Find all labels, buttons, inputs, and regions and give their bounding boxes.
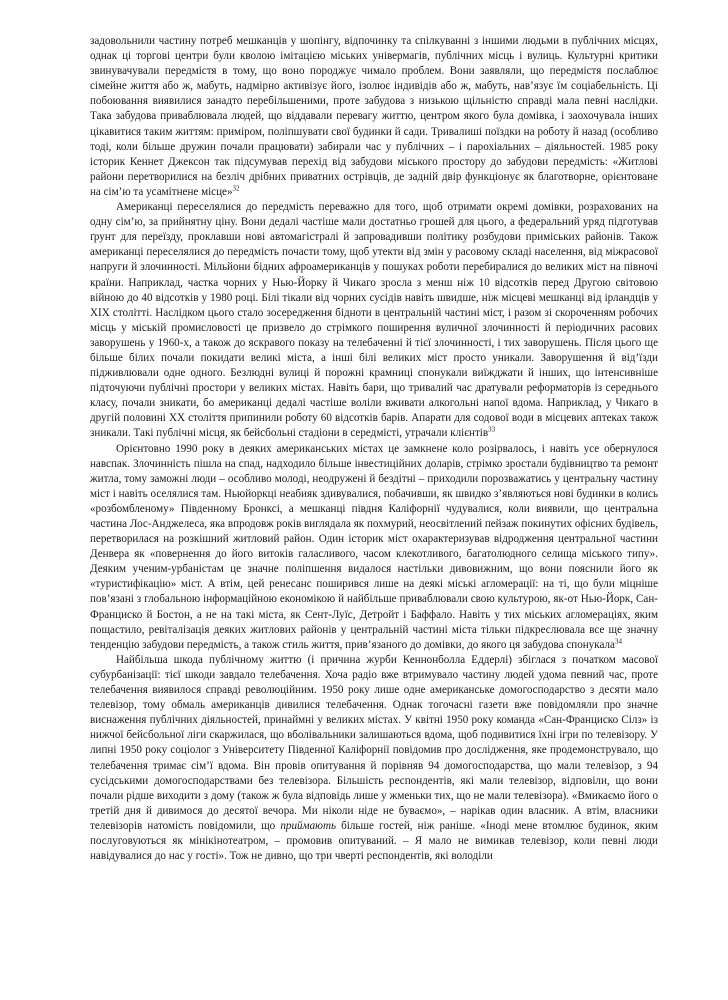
footnote-ref-34[interactable]: 34 <box>614 637 622 646</box>
footnote-ref-33[interactable]: 33 <box>488 425 496 434</box>
paragraph-4-text-before: Найбільша шкода публічному життю (і причина журби Кеннонболла Еддерлі) збіглася з початком масової субурбанізації: тієї шкоди завдало телебачення. Хоча радіо вже втримувало частину людей удома певний час, проте телебачення виявилося справді революційним. 1950 року лише одне американське домогосподарство з десяти мало телевізор, тому обмаль американців дивилися телебачення. Однак тогочасні газети вже повідомляли про значне виснаження публічних діяльностей, принаймні у великих містах. У квітні 1950 року команда «Сан-Франциско Сілз» із нижчої бейсбольної ліги скаржилася, що вболівальники залишаються вдома, щоб подивитися їхні ігри по телевізору. У липні 1950 року соціолог з Університету Південної Каліфорнії повідомив про дослідження, яке продемонструвало, що телебачення тримає сім’ї вдома. Він провів опитування й порівняв 94 домогосподарства, що мали телевізор, з 94 сусідськими домогосподарствами без телевізора. Більшість респондентів, які мали телевізор, відповіли, що вони почали рідше виходити з дому (також ж була відповідь лише у жменьки тих, що не мали телевізора). «Вмикаємо його о третій дня й дивимося до десятої вечора. Ми ніколи ніде не буваємо», – нарікав один власник. А втім, власники телевізорів натомість повідомили, що <box>90 653 658 832</box>
paragraph-1 <box>90 34 658 200</box>
paragraph-4-text-after: більше гостей, ніж раніше. «Іноді мене втомлює будинок, яким послуговуються як мінікінотеатром, – промовив опитуваний. – Я мало не вимикав телевізор, коли певні люди навідувалися до нас у гості». Тож не дивно, що три чверті респондентів, які володіли <box>90 819 658 863</box>
paragraph-2 <box>90 200 658 442</box>
paragraph-3 <box>90 442 658 653</box>
paragraph-4 <box>90 653 658 864</box>
paragraph-2-text: Американці переселялися до передмість переважно для того, щоб отримати окремі домівки, розрахованих на одну сім’ю, за прийнятну ціну. Вони дедалі частіше мали достатньо грошей для цього, а федеральний уряд підготував ґрунт для переїзду, проклавши нові автомагістралі й запровадивши політику розбудови приміських районів. Також американці переселялися до передмість почасти тому, щоб утекти від змін у расовому складі населення, від міжрасової напруги й злочинності. Мільйони бідних афроамериканців у пошуках роботи перебиралися до великих міст на півночі країни. Наприклад, частка чорних у Нью-Йорку й Чикаго зросла з менш ніж 10 відсотків перед Другою світовою війною до 40 відсотків у 1980 році. Білі тікали від чорних сусідів навіть швидше, ніж місцеві мешканці від ірландців у XIX столітті. Наслідком цього стало зосередження бідноти в центральній частині міст, і разом зі скороченням робочих місць у міській промисловості це призвело до стрімкого поширення вуличної злочинності й періодичних расових заворушень у 1960-х, а також до яскравого показу на телебаченні й тієї злочинності, і тих заворушень. Після цього ще більше білих почали покидати великі міста, а інші білі великих міст просто уникали. Заворушення й від’їзди підживлювали одне одного. Безлюдні вулиці й порожні крамниці спонукали виїжджати й інших, що інтенсивніше підточуючи публічні простори у великих містах. Навіть бари, що тривалий час дратували реформаторів із середнього класу, почали зникати, бо американці дедалі частіше воліли вживати алкогольні напої вдома. Наприклад, у Чикаго в другій половині XX століття припинили роботу 60 відсотків барів. Апарати для содової води в місцевих аптеках також зникали. Такі публічні місця, як бейсбольні стадіони в середмісті, утрачали клієнтів <box>90 201 658 440</box>
paragraph-1-text: задовольнили частину потреб мешканців у шопінгу, відпочинку та спілкуванні з іншими людьми в публічних місцях, однак ці торгові центри були кволою імітацією міських універмагів, публічних місць і вулиць. Культурні критики звинувачували передмістя в тому, що воно породжує чимало проблем. Вони заявляли, що передмістя послаблює сімейне життя або ж, мабуть, надмірно активізує його, ізолює індивідів або ж, мабуть, нав’язує їм соціабельність. Ці побоювання виявилися занадто перебільшеними, проте забудова з низькою щільністю справді мала певні наслідки. Така забудова приваблювала людей, що віддавали перевагу життю, центром якого була домівка, і заохочувала інших цікавитися таким життям: приміром, поліпшувати свої будинки й сади. Тривалиші поїздки на роботу й назад (особливо тоді, коли більше дружин почали працювати) забирали час у публічних – і парохіальних – діяльностей. 1985 року історик Кеннет Джексон так підсумував перехід від забудови міського простору до забудови передмість: «Житлові райони перетворилися на безліч дрібних приватних острівців, де задній двір функціонує як благотворне, орієнтоване на сім’ю та усамітнене місце» <box>90 35 658 198</box>
paragraph-3-text: Орієнтовно 1990 року в деяких американських містах це замкнене коло розірвалось, і навіть усе обернулося навспак. Злочинність пішла на спад, надходило більше інвестиційних доларів, стрімко зростали будівництво та ремонт житла, тому заможні люди – особливо молоді, неодружені й бездітні – приходили порозважатись у центральну частину міст і навіть оселялися там. Ньюйоркці неабияк здивувалися, побачивши, як швидко з’являються нові будинки в колись «розбомбленому» Південному Бронксі, а мешканці півдня Каліфорнії чудувалися, коли виявили, що центральна частина Лос-Анджелеса, яка впродовж років виглядала як похмурий, неосвітлений пейзаж покинутих офісних будівель, перетворилася на розкішний житловий район. Один історик міст охарактеризував відродження центральної частини Денвера як «повернення до його витоків галасливого, часом клекотливого, багатолюдного селища міського типу». Деяким ученим-урбаністам це значне поліпшення видалося настільки дивовижним, що вони пояснили його як «туристифікацію» міст. А втім, цей ренесанс поширився лише на деякі міські агломерації: на ті, що були міцніше пов’язані з глобальною інформаційною економікою й найбільше приваблювали свою культурою, як-от Нью-Йорк, Сан-Франциско й Бостон, а не на такі міста, як Сент-Луїс, Детройт і Баффало. Навіть у тих міських агломераціях, яким пощастило, ревіталізація деяких житлових районів у центральній частині міста тільки підкреслювала все ще значну тенденцію забудови передмість, а також стиль життя, прив’язаного до домівки, до якого ця забудова спонукала <box>90 442 658 651</box>
footnote-ref-32[interactable]: 32 <box>232 184 240 193</box>
paragraph-4-emphasis: приймають <box>280 819 337 832</box>
